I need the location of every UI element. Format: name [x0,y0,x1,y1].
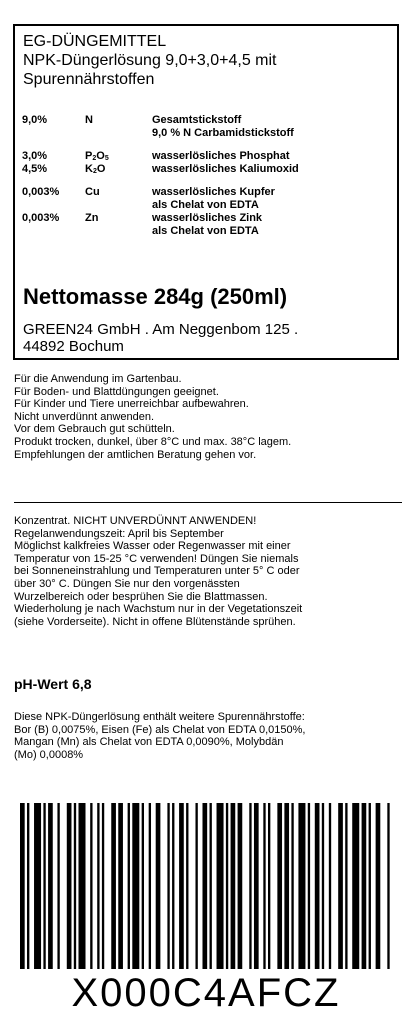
barcode-bar [362,803,367,969]
barcode-bar [128,803,130,969]
nutrient-desc: wasserlösliches Kupfer [152,186,275,198]
nutrient-desc: wasserlösliches Zink [152,212,263,224]
nutrient-symbol: $P_2O_5$ [85,150,109,162]
usage-line: Für die Anwendung im Gartenbau. [14,373,182,385]
trace-line: (Mo) 0,0008% [14,748,84,761]
ph-value: pH-Wert 6,8 [14,676,92,692]
nutrient-desc: als Chelat von EDTA [152,199,259,211]
usage-line: Nicht unverdünnt anwenden. [14,410,155,423]
barcode-bar [329,803,331,969]
trace-line: Mangan (Mn) als Chelat von EDTA 0,0090%, Molybdän [14,736,284,749]
nutrient-desc: als Chelat von EDTA [152,225,259,237]
barcode-bar [74,803,76,969]
barcode-bar [226,803,228,969]
barcode-bar [238,803,243,969]
nutrient-pct: 3,0% [22,150,48,162]
barcode-bar [268,803,270,969]
barcode-bar [57,803,59,969]
nutrient-pct: 0,003% [22,186,60,198]
barcode-bar [254,803,259,969]
barcode-bar [284,803,289,969]
usage-line: Empfehlungen der amtlichen Beratung gehen vor. [14,448,257,461]
nutrient-symbol: Zn [85,212,99,224]
instruction-line: bei Sonneneinstrahlung und Temperaturen unter 5° C oder [14,565,300,578]
barcode-bar [167,803,169,969]
barcode-bar [90,803,92,969]
instruction-line: Temperatur von 15-25 °C verwenden! Düngen Sie niemals [14,552,299,565]
instruction-line: (siehe Vorderseite). Nicht in offene Blütenstände sprühen. [14,615,296,628]
barcode-bar [249,803,251,969]
product-title [23,32,276,89]
barcode-bar [217,803,224,969]
barcode-text: X000C4AFCZ [71,971,341,1015]
instruction-line: Möglichst kalkfreies Wasser oder Regenwasser mit einer [14,540,291,553]
barcode-bar [376,803,381,969]
barcode-bar [172,803,174,969]
trace-line: Diese NPK-Düngerlösung enthält weitere Spurennährstoffe: [14,711,305,723]
nutrient-symbol: $K_2O$ [85,163,106,175]
barcode-bar [277,803,282,969]
nutrient-symbol: Cu [85,186,100,198]
usage-line: Vor dem Gebrauch gut schütteln. [14,423,175,436]
barcode-bar [111,803,116,969]
barcode-bar [102,803,104,969]
barcode-bar [195,803,197,969]
instruction-line: Wurzelbereich oder besprühen Sie die Blattmassen. [14,590,268,603]
nutrient-pct: 4,5% [22,163,48,175]
title-line-3: Spurennährstoffen [23,71,155,88]
nutrient-desc: Gesamtstickstoff [152,114,242,126]
barcode-bar [186,803,188,969]
usage-line: Für Boden- und Blattdüngungen geeignet. [14,385,219,398]
nutrient-pct: 0,003% [22,212,60,224]
nutrient-desc: wasserlösliches Kaliumoxid [152,163,299,175]
barcode-bar [43,803,45,969]
instruction-line: Konzentrat. NICHT UNVERDÜNNT ANWENDEN! [14,515,257,527]
barcode-bar [20,803,25,969]
barcode-bar [352,803,359,969]
title-line-2: NPK-Düngerlösung 9,0+3,0+4,5 mit [23,52,277,69]
usage-line: Für Kinder und Tiere unerreichbar aufbewahren. [14,398,249,411]
net-weight: Nettomasse 284g (250ml) [23,284,288,309]
barcode-bar [308,803,310,969]
barcode-bar [149,803,151,969]
barcode-bar [78,803,85,969]
barcode-bar [322,803,324,969]
nutrient-pct: 9,0% [22,114,48,126]
barcode-bar [387,803,389,969]
divider [14,502,402,503]
company-address [23,321,298,355]
usage-notes [14,373,406,461]
company-line-2: 44892 Bochum [23,338,124,355]
instruction-line: Wiederholung je nach Wachstum nur in der Vegetationszeit [14,603,303,616]
barcode-bar [142,803,144,969]
nutrient-desc: wasserlösliches Phosphat [152,150,290,162]
barcode-bar [34,803,41,969]
barcode-bar [97,803,99,969]
nutrient-desc: 9,0 % N Carbamidstickstoff [152,127,294,139]
barcode-bar [210,803,212,969]
barcode-bar [156,803,161,969]
instruction-line: Regelanwendungszeit: April bis September [14,527,224,540]
barcode-bar [179,803,184,969]
nutrient-symbol: N [85,114,93,126]
trace-elements [14,711,406,761]
barcode-bar [338,803,343,969]
barcode-bar [27,803,29,969]
trace-line: Bor (B) 0,0075%, Eisen (Fe) als Chelat von EDTA 0,0150%, [14,723,306,736]
title-line-1: EG-DÜNGEMITTEL [23,33,167,50]
barcode-bar [291,803,293,969]
barcode-bar [315,803,320,969]
barcode-bar [67,803,72,969]
barcode-bar [298,803,305,969]
barcode-bar [132,803,139,969]
barcode-bar [369,803,371,969]
label-box [13,24,399,360]
barcode-bar [48,803,53,969]
instructions [14,515,406,628]
barcode-bar [263,803,265,969]
barcode-bar [231,803,236,969]
barcode-bar [345,803,347,969]
barcode-bar [202,803,207,969]
barcode-bar [118,803,123,969]
company-line-1: GREEN24 GmbH . Am Neggenbom 125 . [23,321,299,338]
instruction-line: über 30° C. Düngen Sie nur den vorgenässten [14,577,240,590]
usage-line: Produkt trocken, dunkel, über 8°C und max. 38°C lagem. [14,435,292,448]
barcode [20,803,392,969]
